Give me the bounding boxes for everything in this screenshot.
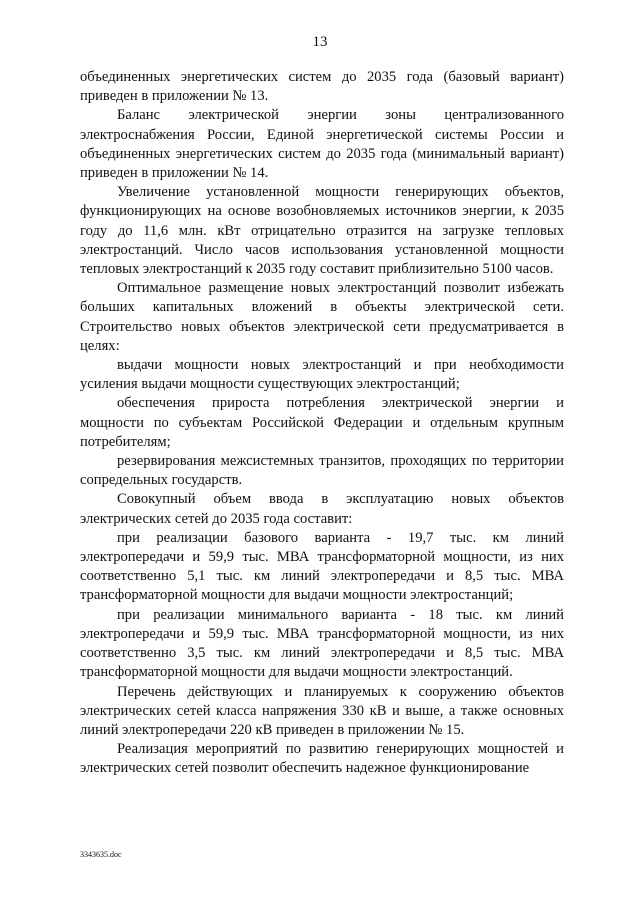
list-item-consumption-growth: обеспечения прироста потребления электрической энергии и мощности по субъектам Российской Федерации и отдельным крупным потребителям; <box>80 395 564 450</box>
paragraph-continuation: объединенных энергетических систем до 2035 года (базовый вариант) приведен в приложении № 13. <box>80 69 564 105</box>
list-item-minimal-variant: при реализации минимального варианта - 18 тыс. км линий электропередачи и 59,9 тыс. МВА трансформаторной мощности, из них соответственно 3,5 тыс. км линий электропередачи и 8,5 тыс. МВА трансформаторной мощности для выдачи мощности электростанций. <box>80 606 564 681</box>
paragraph-facilities-list: Перечень действующих и планируемых к сооружению объектов электрических сетей класса напряжения 330 кВ и выше, а также основных линий электропередачи 220 кВ приведен в приложении № 15. <box>80 683 564 738</box>
paragraph-placement: Оптимальное размещение новых электростанций позволит избежать больших капитальных вложений в объекты электрической сети. Строительство новых объектов электрической сети предусматривается в целях: <box>80 280 564 354</box>
paragraph-renewables: Увеличение установленной мощности генерирующих объектов, функционирующих на основе возобновляемых источников энергии, к 2035 году до 11,6 млн. кВт отрицательно отразится на загрузке тепловых электростанций. Число часов использования установленной мощности тепловых электростанций к 2035 году составит приблизительно 5100 часов. <box>80 184 564 278</box>
paragraph-total-volume: Совокупный объем ввода в эксплуатацию новых объектов электрических сетей до 2035 года составит: <box>80 491 564 527</box>
footer-filename: 3343635.doc <box>80 850 122 859</box>
paragraph-balance-minimal: Баланс электрической энергии зоны централизованного электроснабжения России, Единой энергетической системы России и объединенных энергетических систем до 2035 года (минимальный вариант) приведен в приложении № 14. <box>80 107 564 182</box>
list-item-power-output: выдачи мощности новых электростанций и при необходимости усиления выдачи мощности существующих электростанций; <box>80 357 564 393</box>
list-item-base-variant: при реализации базового варианта - 19,7 тыс. км линий электропередачи и 59,9 тыс. МВА трансформаторной мощности, из них соответственно 5,1 тыс. км линий электропередачи и 8,5 тыс. МВА трансформаторной мощности для выдачи мощности электростанций; <box>80 529 564 604</box>
body-text <box>80 68 564 779</box>
page-number: 13 <box>312 34 328 50</box>
list-item-transit-reserve: резервирования межсистемных транзитов, проходящих по территории сопредельных государств. <box>80 453 564 489</box>
paragraph-implementation: Реализация мероприятий по развитию генерирующих мощностей и электрических сетей позволит обеспечить надежное функционирование <box>80 741 564 777</box>
